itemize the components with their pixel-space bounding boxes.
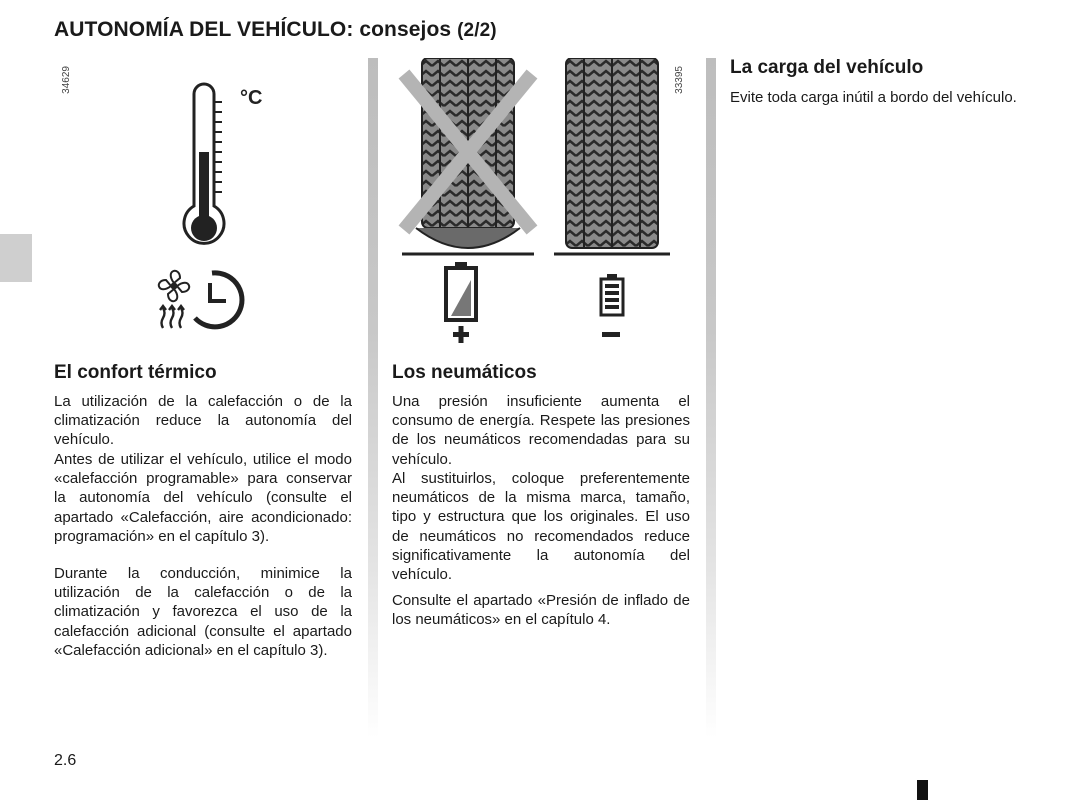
section-heading-thermal-comfort: El confort térmico xyxy=(54,362,217,383)
heat-vent-icon xyxy=(160,306,184,328)
paragraph: Consulte el apartado «Presión de inflado de los neumáticos» en el capítulo 4. xyxy=(392,592,690,629)
column-divider xyxy=(368,58,378,738)
page-title xyxy=(54,18,497,42)
page-title-text: AUTONOMÍA DEL VEHÍCULO: consejos xyxy=(54,18,452,41)
paragraph: Durante la conducción, minimice la utilización de la calefacción o de la climatización y favorezca el uso de la calefacción adicional (consulte el apartado «Calefacción adicional» en el capítulo 3). xyxy=(54,565,352,659)
corner-mark xyxy=(917,780,928,800)
underinflated-tyre xyxy=(402,58,534,254)
tyres-figure xyxy=(396,58,676,350)
clock-icon xyxy=(195,273,242,327)
paragraph: La utilización de la calefacción o de la climatización reduce la autonomía del vehículo. xyxy=(54,393,352,449)
paragraph: Antes de utilizar el vehículo, utilice el modo «calefacción programable» para conservar la autonomía del vehículo (consulte el apartado «Calefacción, aire acondicionado: programación» en el capítulo 3). xyxy=(54,451,352,545)
paragraph: Evite toda carga inútil a bordo del vehículo. xyxy=(730,89,1017,106)
section-heading-vehicle-load: La carga del vehículo xyxy=(730,57,924,78)
section-heading-tyres: Los neumáticos xyxy=(392,362,537,383)
thermal-comfort-figure xyxy=(150,80,280,340)
fan-icon xyxy=(159,271,189,301)
plus-icon xyxy=(453,326,469,343)
battery-icon xyxy=(601,274,623,315)
thermometer-icon xyxy=(184,84,224,243)
minus-icon xyxy=(602,332,620,337)
figure-code: 33395 xyxy=(674,66,685,94)
temperature-unit-label: °C xyxy=(240,87,263,109)
column-divider xyxy=(706,58,716,738)
figure-code: 34629 xyxy=(61,66,72,94)
battery-icon xyxy=(446,262,476,320)
section-tab-marker xyxy=(0,234,32,282)
page-title-part: (2/2) xyxy=(457,20,497,41)
paragraph: Al sustituirlos, coloque preferentemente neumáticos de la misma marca, tamaño, tipo y estructura que los originales. El uso de neumáticos no recomendados reduce significativamente la autonomía del vehículo. xyxy=(392,470,690,584)
paragraph: Una presión insuficiente aumenta el consumo de energía. Respete las presiones de los neumáticos recomendadas para su vehículo. xyxy=(392,393,690,468)
page-number: 2.6 xyxy=(54,752,77,769)
correct-tyre xyxy=(554,58,670,254)
